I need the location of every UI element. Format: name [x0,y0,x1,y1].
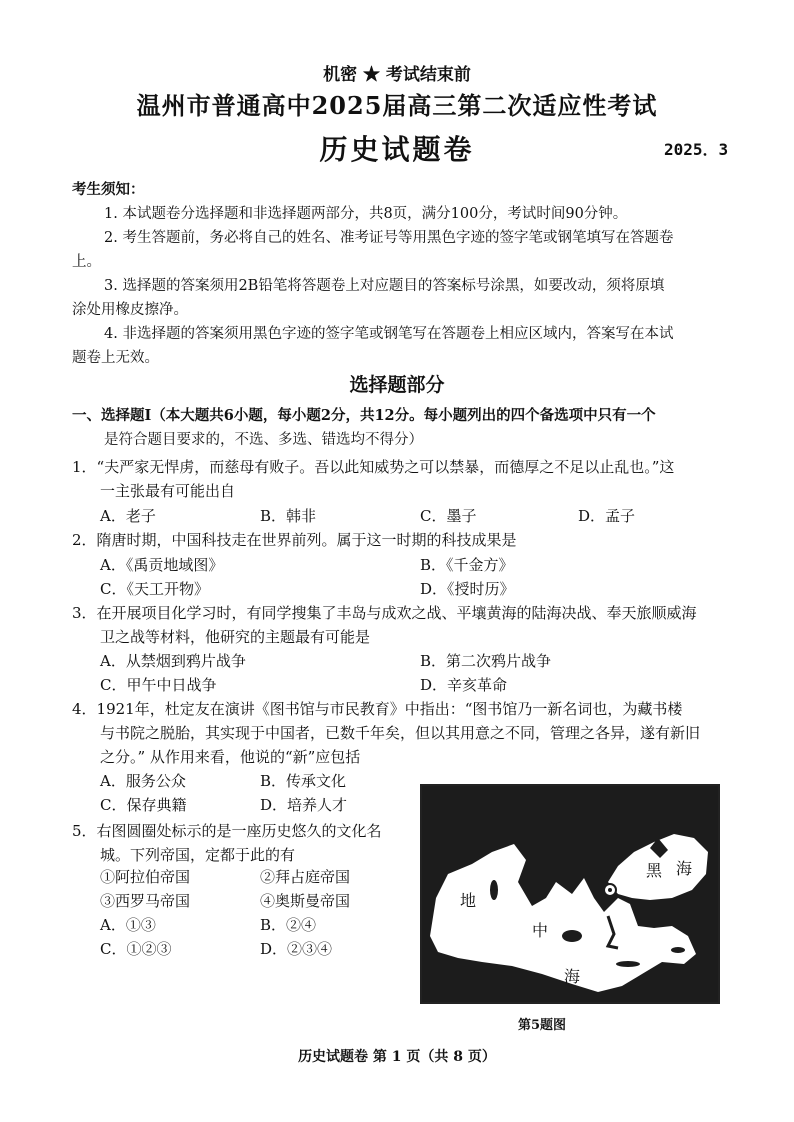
section-title: 选择题部分 [349,374,445,396]
map-label-hei: 黑 [646,861,663,880]
notice-item-3: 3. 选择题的答案须用2B铅笔将答题卷上对应题目的答案标号涂黑，如要改动，须将原填 [104,278,665,294]
confidential-mark: 机密 ★ 考试结束前 [323,65,471,85]
question-5-option-b: B．②④ [260,916,317,934]
question-3-option-a: A．从禁烟到鸦片战争 [100,652,246,670]
question-3-option-c: C．甲午中日战争 [100,676,217,694]
exam-date: 2025．3 [664,140,729,159]
question-4-option-a: A．服务公众 [100,772,186,790]
question-1-line-2: 一主张最有可能出自 [100,482,236,500]
map-label-hai-black: 海 [676,859,693,878]
paper-title: 历史试题卷 [319,133,475,166]
notice-item-1: 1. 本试题卷分选择题和非选择题两部分，共8页，满分100分，考试时间90分钟。 [104,206,628,222]
question-1-option-c: C．墨子 [420,507,477,525]
notice-heading: 考生须知： [72,181,145,198]
crete-island [616,961,640,967]
question-5-option-d: D．②③④ [260,940,333,958]
question-2-line-1: 2．隋唐时期，中国科技走在世界前列。属于这一时期的科技成果是 [72,531,517,549]
question-5-choice-3: ③西罗马帝国 [100,892,191,910]
map-label-hai-med: 海 [564,967,581,986]
notice-item-3-cont: 涂处用橡皮擦净。 [72,302,188,318]
question-5-option-c: C．①②③ [100,940,172,958]
map-label-di: 地 [460,891,477,910]
sicily-island [562,930,582,942]
question-2-option-b: B．《千金方》 [420,556,514,574]
question-1-option-a: A．老子 [100,507,156,525]
question-3-option-d: D．辛亥革命 [420,676,508,694]
section-intro: 一、选择题Ⅰ（本大题共6小题，每小题2分，共12分。每小题列出的四个备选项中只有一个 [72,407,656,424]
exam-title: 温州市普通高中2025届高三第二次适应性考试 [136,91,658,120]
question-5-line-1: 5．右图圆圈处标示的是一座历史悠久的文化名 [72,822,382,840]
mediterranean-map [420,784,720,1004]
question-1-line-1: 1．“夫严家无悍虏，而慈母有败子。吾以此知威势之可以禁暴，而德厚之不足以止乱也。”这 [72,458,675,476]
question-5-choice-1: ①阿拉伯帝国 [100,868,191,886]
question-4-line-2: 与书院之脱胎，其实现于中国者，已数千年矣，但以其用意之不同，管理之各异，遂有新旧 [100,724,701,742]
sardinia-island [490,880,498,900]
page-footer: 历史试题卷 第 1 页（共 8 页） [298,1049,496,1065]
notice-item-4-cont: 题卷上无效。 [72,350,159,366]
section-intro-cont: 是符合题目要求的，不选、多选、错选均不得分） [104,432,423,448]
cyprus-island [671,947,685,953]
question-3-line-2: 卫之战等材料，他研究的主题最有可能是 [100,628,371,646]
question-2-option-a: A．《禹贡地域图》 [100,556,224,574]
map-caption: 第5题图 [518,1018,567,1033]
question-4-option-b: B．传承文化 [260,772,347,790]
question-4-line-3: 之分。” 从作用来看，他说的“新”应包括 [100,748,361,766]
question-4-option-d: D．培养人才 [260,796,348,814]
question-5-choice-2: ②拜占庭帝国 [260,868,351,886]
notice-item-4: 4. 非选择题的答案须用黑色字迹的签字笔或钢笔写在答题卷上相应区域内，答案写在本试 [104,326,674,342]
question-1-option-d: D．孟子 [578,507,636,525]
question-3-option-b: B．第二次鸦片战争 [420,652,552,670]
question-5-line-2: 城。下列帝国，定都于此的有 [100,846,296,864]
question-5-option-a: A．①③ [100,916,156,934]
question-4-line-1: 4．1921年，杜定友在演讲《图书馆与市民教育》中指出：“图书馆乃一新名词也，为藏书楼 [72,700,683,718]
question-2-option-c: C．《天工开物》 [100,580,209,598]
question-5-choice-4: ④奥斯曼帝国 [260,892,351,910]
notice-item-2: 2. 考生答题前，务必将自己的姓名、准考证号等用黑色字迹的签字笔或钢笔填写在答题卷 [104,230,674,246]
map-label-zhong: 中 [532,921,549,940]
question-2-option-d: D．《授时历》 [420,580,515,598]
notice-item-2-cont: 上。 [72,254,101,270]
question-4-option-c: C．保存典籍 [100,796,187,814]
question-3-line-1: 3．在开展项目化学习时，有同学搜集了丰岛与成欢之战、平壤黄海的陆海决战、奉天旅顺威海 [72,604,697,622]
question-1-option-b: B．韩非 [260,507,317,525]
